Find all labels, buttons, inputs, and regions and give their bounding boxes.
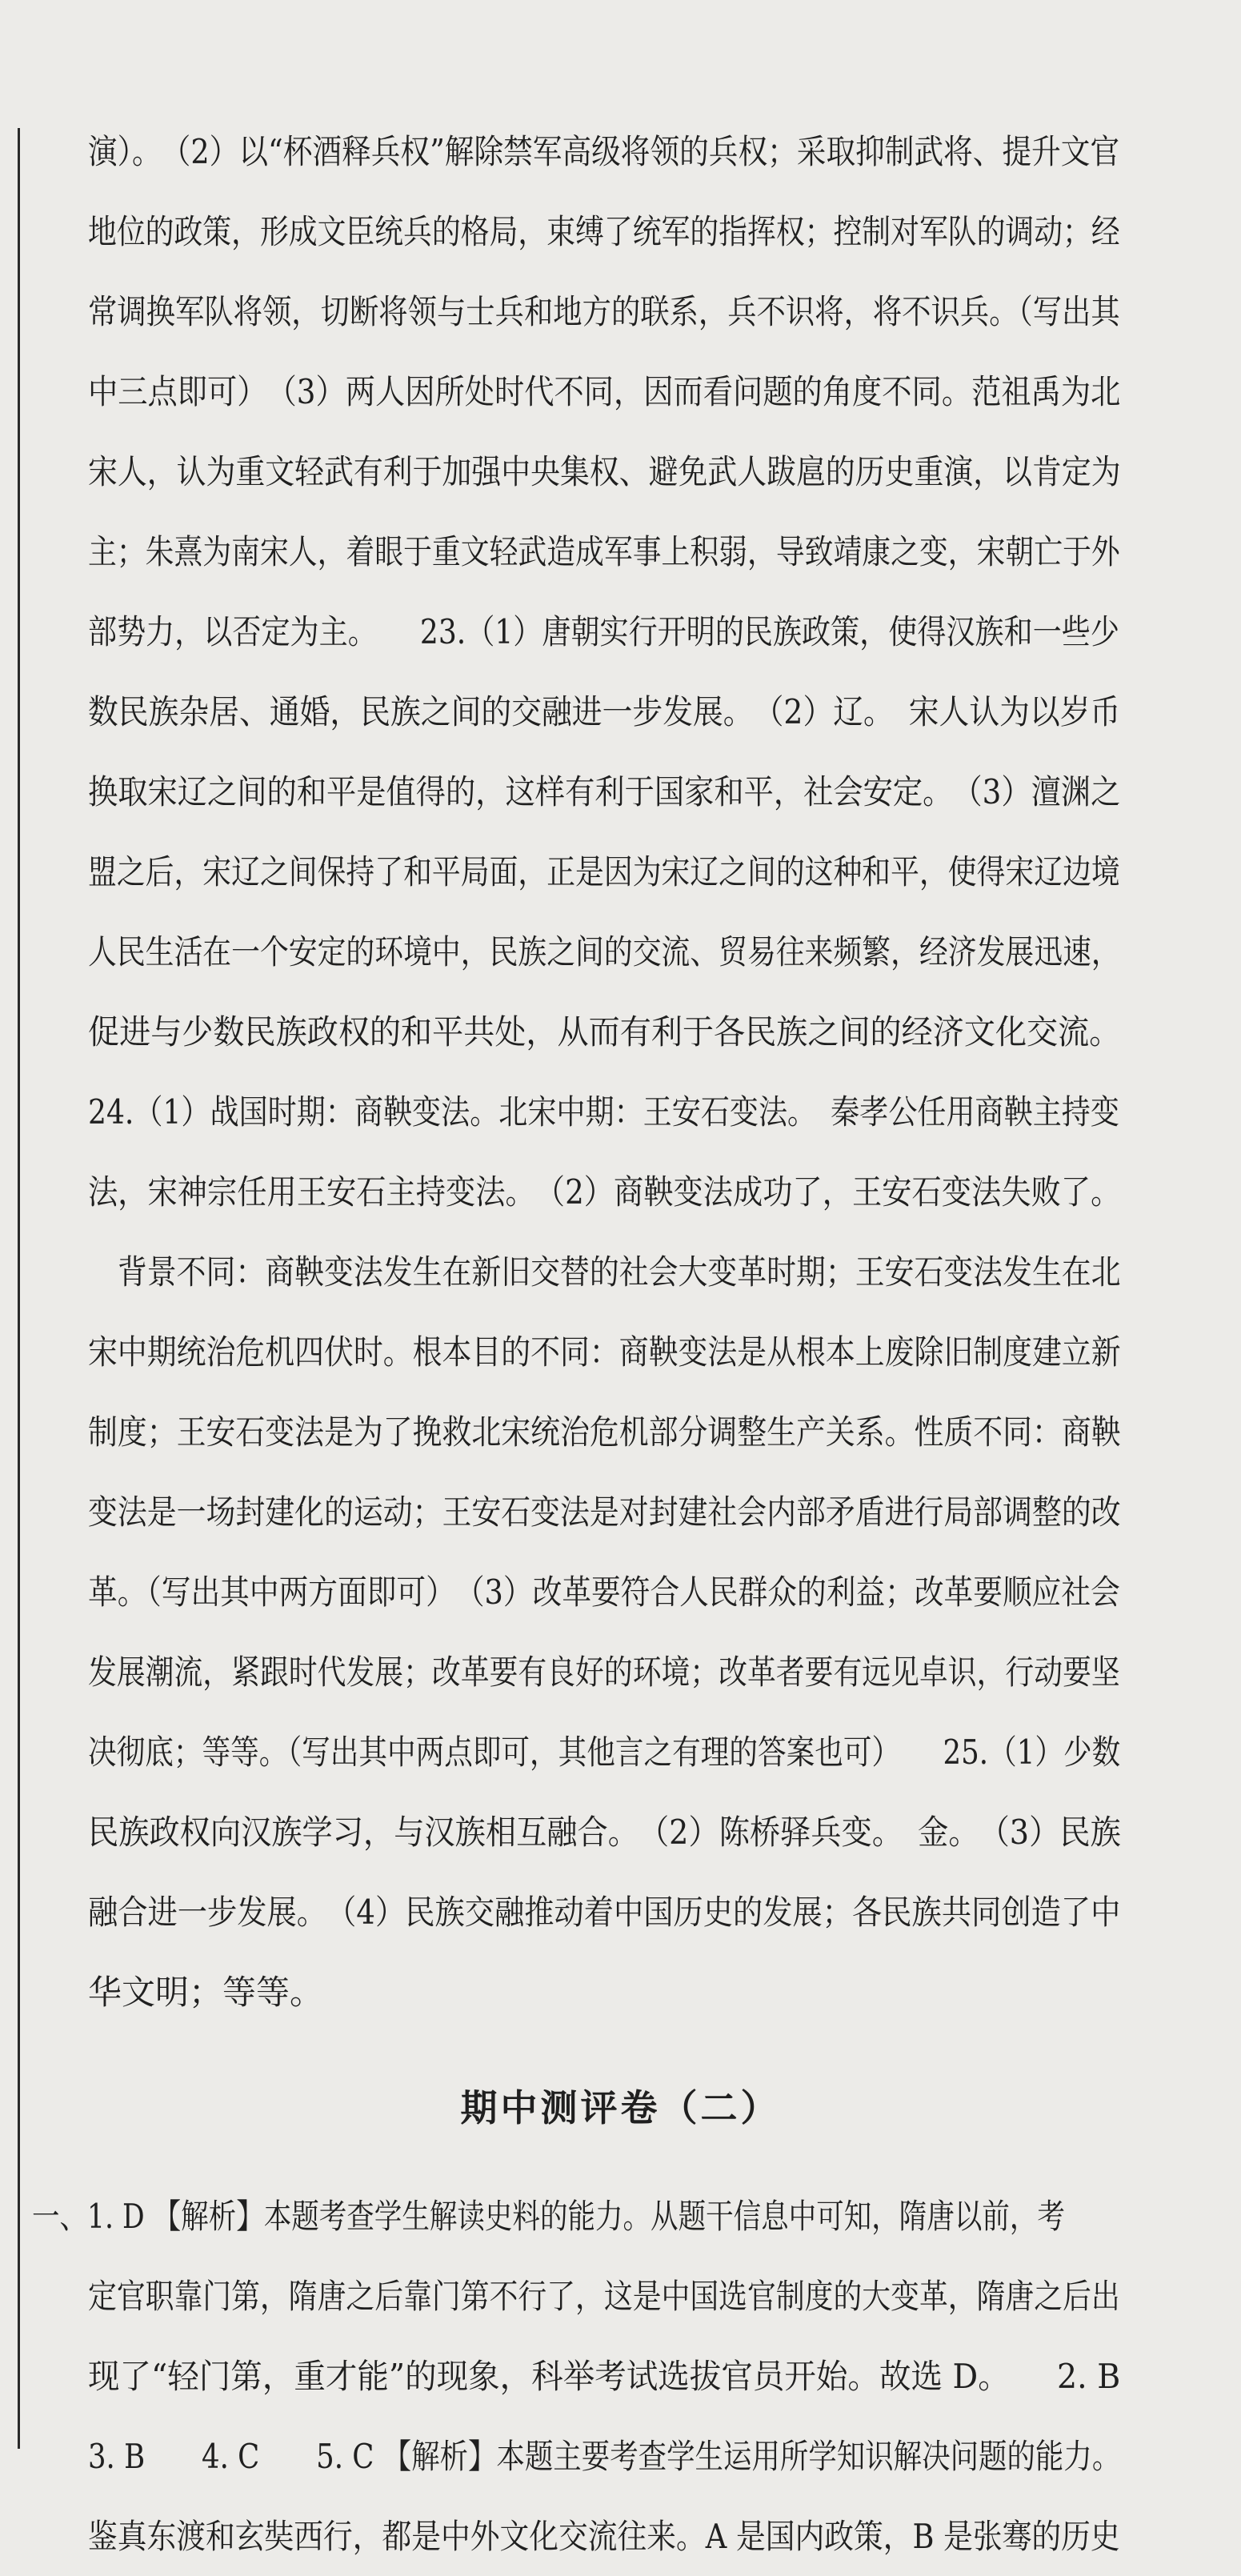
text-line: 换取宋辽之间的和平是值得的，这样有利于国家和平，社会安定。 （3）澶渊之: [88, 772, 1121, 811]
text-line: 现了“轻门第，重才能”的现象，科举考试选拔官员开始。故选 D。 2. B: [88, 2357, 1121, 2396]
text-line: 24.（1）战国时期：商鞅变法。北宋中期：王安石变法。 秦孝公任用商鞅主持变: [88, 1092, 1119, 1132]
section-title: 期中测评卷（二）: [460, 2086, 781, 2129]
text-line: 3. B 4. C 5. C 【解析】本题主要考查学生运用所学知识解决问题的能力。: [88, 2437, 1121, 2476]
text-line: 人民生活在一个安定的环境中，民族之间的交流、贸易往来频繁，经济发展迅速，: [88, 932, 1120, 972]
text-line: 定官职靠门第，隋唐之后靠门第不行了，这是中国选官制度的大变革，隋唐之后出: [88, 2277, 1120, 2316]
text-line: 促进与少数民族政权的和平共处，从而有利于各民族之间的经济文化交流。: [88, 1012, 1121, 1052]
text-line: 发展潮流，紧跟时代发展；改革要有良好的环境；改革者要有远见卓识，行动要坚: [88, 1653, 1120, 1692]
text-line: 地位的政策，形成文臣统兵的格局，束缚了统军的指挥权；控制对军队的调动；经: [88, 212, 1120, 251]
text-line: 革。（写出其中两方面即可） （3）改革要符合人民群众的利益；改革要顺应社会: [88, 1572, 1120, 1612]
text-line: 制度；王安石变法是为了挽救北宋统治危机部分调整生产关系。性质不同：商鞅: [88, 1412, 1121, 1452]
text-line: 宋人，认为重文轻武有利于加强中央集权、避免武人跋扈的历史重演，以肯定为: [88, 452, 1121, 491]
text-line: 宋中期统治危机四伏时。根本目的不同：商鞅变法是从根本上废除旧制度建立新: [88, 1332, 1121, 1372]
text-line: 变法是一场封建化的运动；王安石变法是对封建社会内部矛盾进行局部调整的改: [88, 1492, 1121, 1532]
text-line: 鉴真东渡和玄奘西行，都是中外文化交流往来。A 是国内政策，B 是张骞的历史: [88, 2517, 1120, 2556]
text-line: 中三点即可） （3）两人因所处时代不同，因而看问题的角度不同。范祖禹为北: [88, 372, 1121, 411]
text-line: 盟之后，宋辽之间保持了和平局面，正是因为宋辽之间的这种和平，使得宋辽边境: [88, 852, 1120, 891]
text-line: 融合进一步发展。 （4）民族交融推动着中国历史的发展；各民族共同创造了中: [88, 1893, 1121, 1932]
text-line: 部势力，以否定为主。 23.（1）唐朝实行开明的民族政策，使得汉族和一些少: [88, 612, 1119, 651]
text-line: 常调换军队将领，切断将领与士兵和地方的联系，兵不识将，将不识兵。（写出其: [88, 292, 1120, 331]
text-line: 主；朱熹为南宋人，着眼于重文轻武造成军事上积弱，导致靖康之变，宋朝亡于外: [88, 532, 1120, 571]
text-line: 法，宋神宗任用王安石主持变法。 （2）商鞅变法成功了，王安石变法失败了。: [88, 1172, 1121, 1212]
text-line: 民族政权向汉族学习，与汉族相互融合。 （2）陈桥驿兵变。 金。 （3）民族: [88, 1813, 1121, 1852]
text-line: 演）。 （2）以“杯酒释兵权”解除禁军高级将领的兵权；采取抑制武将、提升文官: [88, 132, 1120, 171]
text-line: 华文明；等等。: [88, 1973, 324, 2012]
text-line: 数民族杂居、通婚，民族之间的交融进一步发展。 （2）辽。 宋人认为以岁币: [88, 692, 1121, 731]
text-line: 决彻底；等等。（写出其中两点即可，其他言之有理的答案也可） 25.（1）少数: [88, 1733, 1121, 1772]
text-line: 背景不同：商鞅变法发生在新旧交替的社会大变革时期；王安石变法发生在北: [88, 1252, 1121, 1292]
text-line: 一、1. D 【解析】本题考查学生解读史料的能力。从题干信息中可知，隋唐以前，考: [32, 2197, 1065, 2236]
